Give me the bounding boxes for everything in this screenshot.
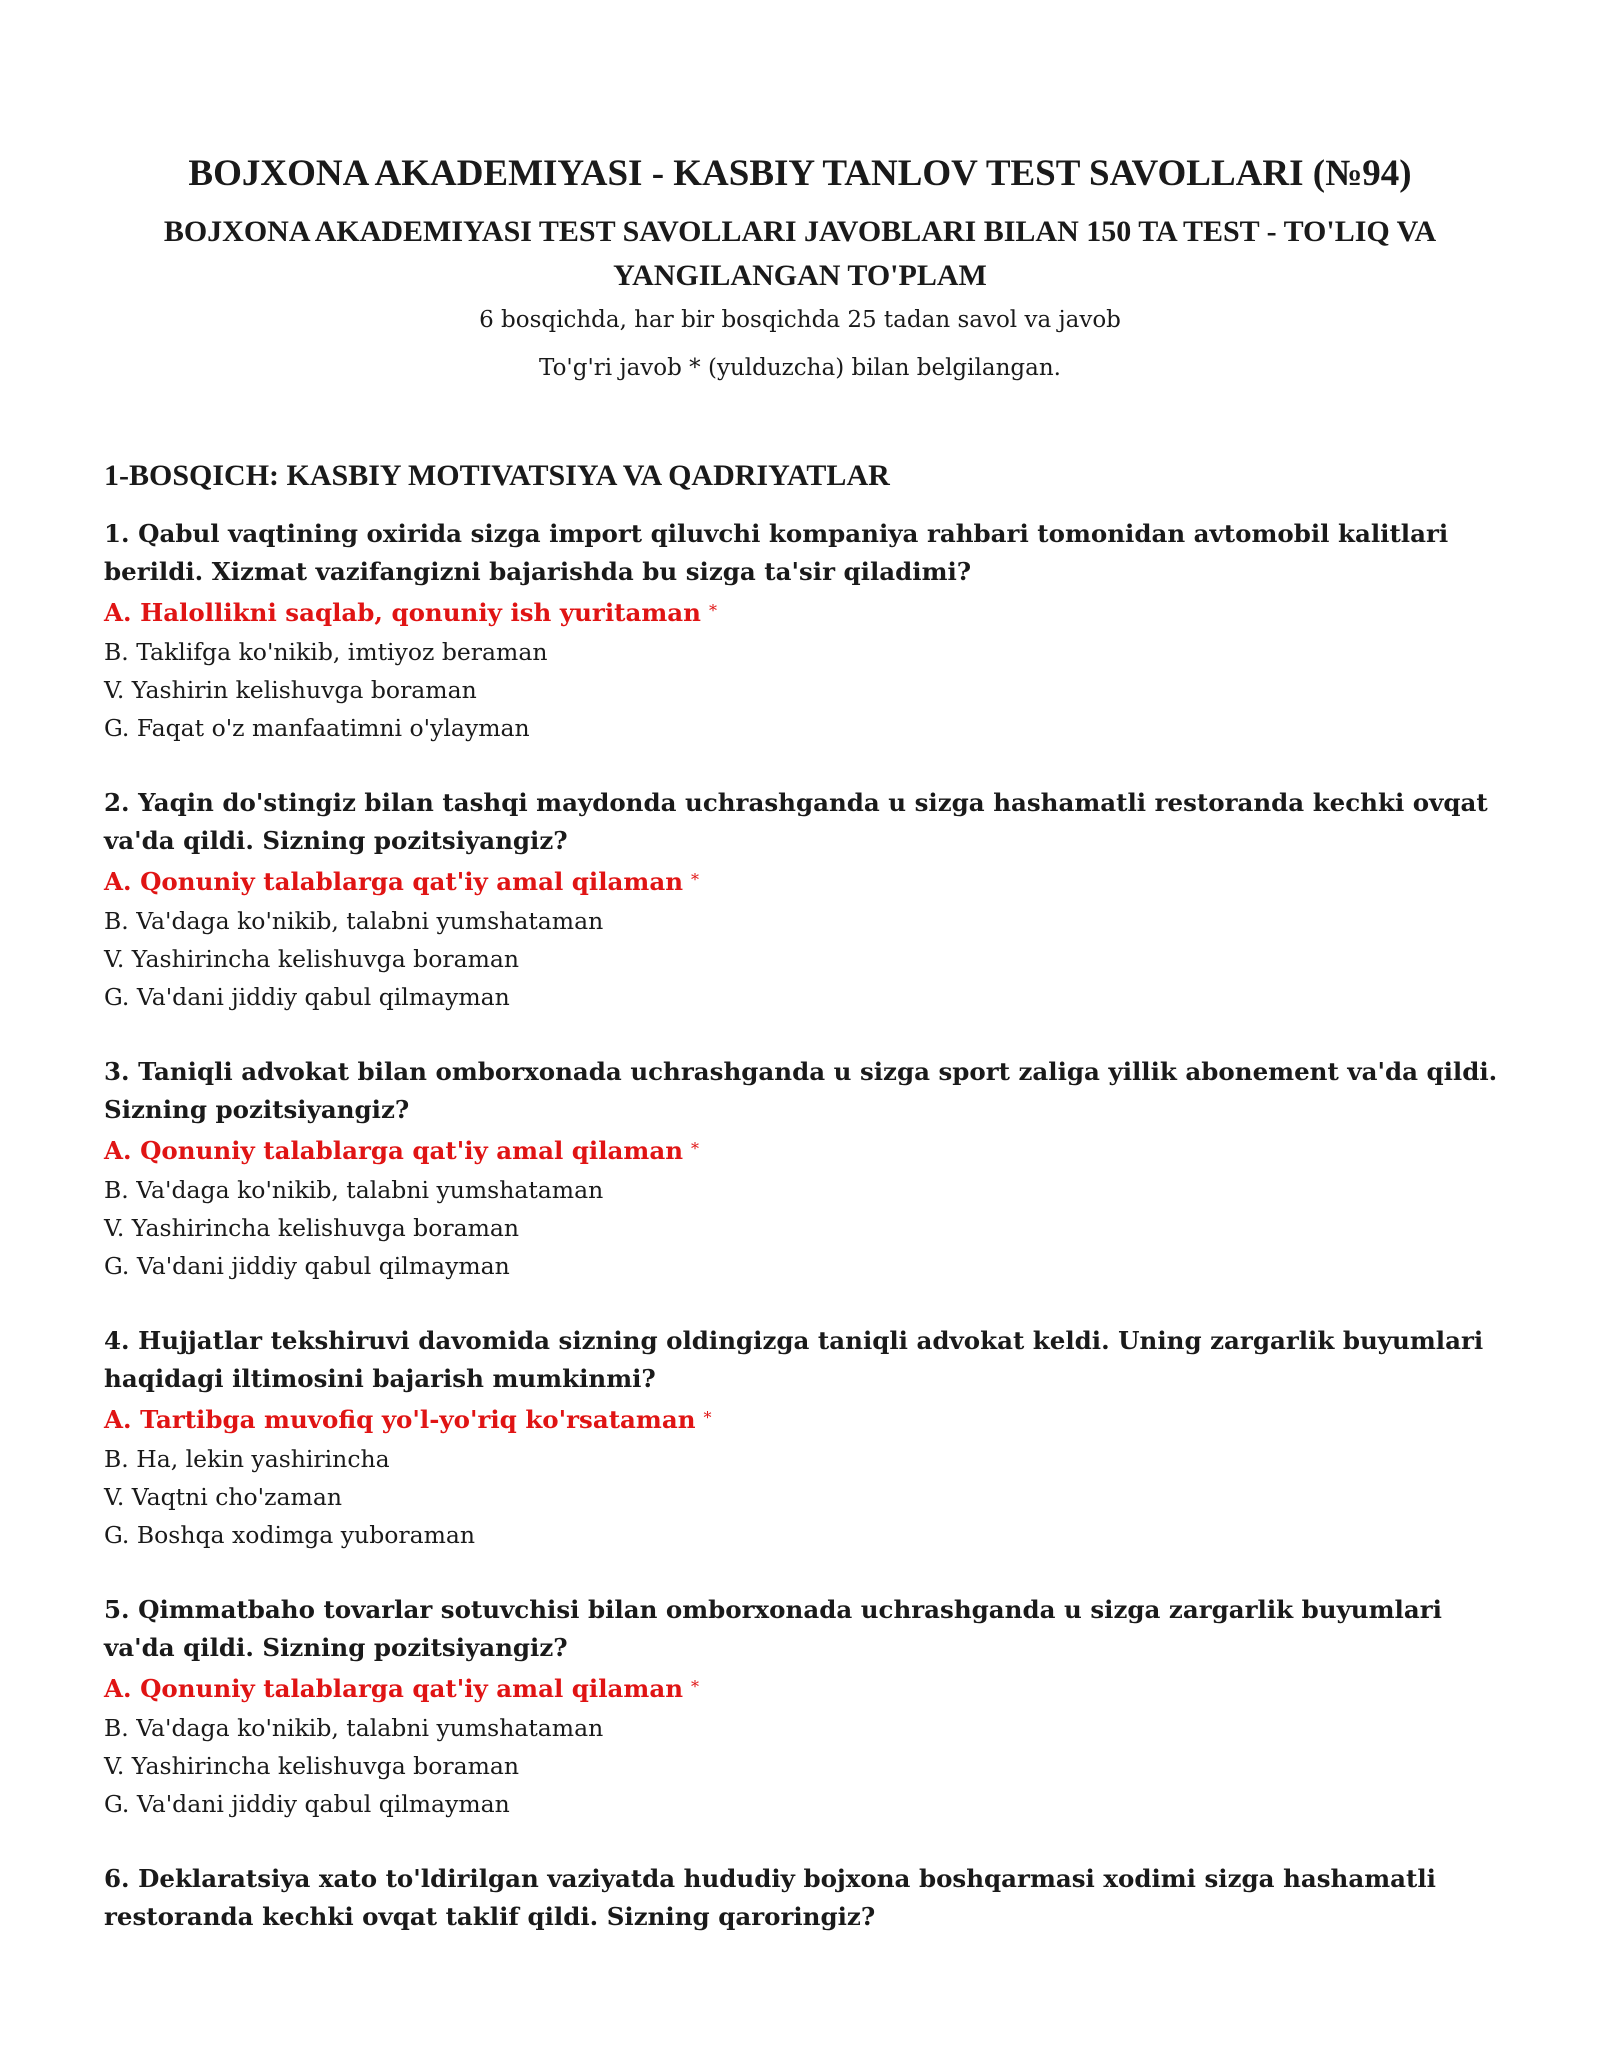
correct-answer <box>104 591 1504 633</box>
answer-g: G. Boshqa xodimga yuboraman <box>104 1520 476 1549</box>
question-2 <box>104 784 1504 1016</box>
section-heading: 1-BOSQICH: KASBIY MOTIVATSIYA VA QADRIYATLAR <box>104 459 890 492</box>
star-marker: * <box>708 600 717 620</box>
question-1 <box>104 515 1504 747</box>
answer-v: V. Yashirincha kelishuvga boraman <box>104 1213 520 1242</box>
answer-b: B. Taklifga ko'nikib, imtiyoz beraman <box>104 637 548 666</box>
question-4 <box>104 1322 1504 1554</box>
correct-answer <box>104 1398 1504 1440</box>
star-marker: * <box>691 1138 700 1158</box>
document-subtitle: BOJXONA AKADEMIYASI TEST SAVOLLARI JAVOBLARI BILAN 150 TA TEST - TO'LIQ VA YANGILANGAN TO'PLAM <box>163 215 1437 292</box>
answer-v: V. Yashirin kelishuvga boraman <box>104 675 477 704</box>
answer-b: B. Va'daga ko'nikib, talabni yumshataman <box>104 1175 604 1204</box>
document-title: BOJXONA AKADEMIYASI - KASBIY TANLOV TEST SAVOLLARI (№94) <box>188 153 1412 194</box>
answer-g: G. Faqat o'z manfaatimni o'ylayman <box>104 713 530 742</box>
correct-answer <box>104 860 1504 902</box>
answer-v: V. Vaqtni cho'zaman <box>104 1482 342 1511</box>
answer-g: G. Va'dani jiddiy qabul qilmayman <box>104 1251 510 1280</box>
answer-key-note: To'g'ri javob * (yulduzcha) bilan belgilangan. <box>539 354 1061 381</box>
question-text: 5. Qimmatbaho tovarlar sotuvchisi bilan omborxonada uchrashganda u sizga zargarlik buyumlari va'da qildi. Sizning pozitsiyangiz? <box>104 1594 1442 1662</box>
answer-a-text: A. Qonuniy talablarga qat'iy amal qilaman <box>104 1135 684 1165</box>
answer-b: B. Ha, lekin yashirincha <box>104 1444 390 1473</box>
question-3 <box>104 1053 1504 1285</box>
answer-a-text: A. Halollikni saqlab, qonuniy ish yuritaman <box>104 597 701 627</box>
question-6 <box>104 1860 1504 1936</box>
star-marker: * <box>703 1407 712 1427</box>
question-5 <box>104 1591 1504 1823</box>
answer-a-text: A. Qonuniy talablarga qat'iy amal qilaman <box>104 866 684 896</box>
document-content <box>104 457 1504 1973</box>
question-text: 3. Taniqli advokat bilan omborxonada uchrashganda u sizga sport zaliga yillik abonement va'da qildi. Sizning pozitsiyangiz? <box>104 1056 1498 1124</box>
answer-a-text: A. Tartibga muvofiq yo'l-yo'riq ko'rsataman <box>104 1404 696 1434</box>
answer-v: V. Yashirincha kelishuvga boraman <box>104 1751 520 1780</box>
question-text: 2. Yaqin do'stingiz bilan tashqi maydonda uchrashganda u sizga hashamatli restoranda kechki ovqat va'da qildi. Sizning pozitsiyangiz? <box>104 787 1488 855</box>
answer-g: G. Va'dani jiddiy qabul qilmayman <box>104 1789 510 1818</box>
question-text: 4. Hujjatlar tekshiruvi davomida sizning oldingizga taniqli advokat keldi. Uning zargarlik buyumlari haqidagi iltimosini bajarish mumkinmi? <box>104 1325 1484 1393</box>
answer-v: V. Yashirincha kelishuvga boraman <box>104 944 520 973</box>
answer-b: B. Va'daga ko'nikib, talabni yumshataman <box>104 1713 604 1742</box>
correct-answer <box>104 1129 1504 1171</box>
star-marker: * <box>691 869 700 889</box>
answer-b: B. Va'daga ko'nikib, talabni yumshataman <box>104 906 604 935</box>
answer-g: G. Va'dani jiddiy qabul qilmayman <box>104 982 510 1011</box>
correct-answer <box>104 1667 1504 1709</box>
star-marker: * <box>691 1676 700 1696</box>
stages-note: 6 bosqichda, har bir bosqichda 25 tadan savol va javob <box>479 307 1121 334</box>
document-header <box>0 0 1600 383</box>
question-text: 1. Qabul vaqtining oxirida sizga import qiluvchi kompaniya rahbari tomonidan avtomobil kalitlari berildi. Xizmat vazifangizni bajarishda bu sizga ta'sir qiladimi? <box>104 518 1449 586</box>
answer-a-text: A. Qonuniy talablarga qat'iy amal qilaman <box>104 1673 684 1703</box>
question-text: 6. Deklaratsiya xato to'ldirilgan vaziyatda hududiy bojxona boshqarmasi xodimi sizga hashamatli restoranda kechki ovqat taklif qildi. Sizning qaroringiz? <box>104 1863 1436 1931</box>
